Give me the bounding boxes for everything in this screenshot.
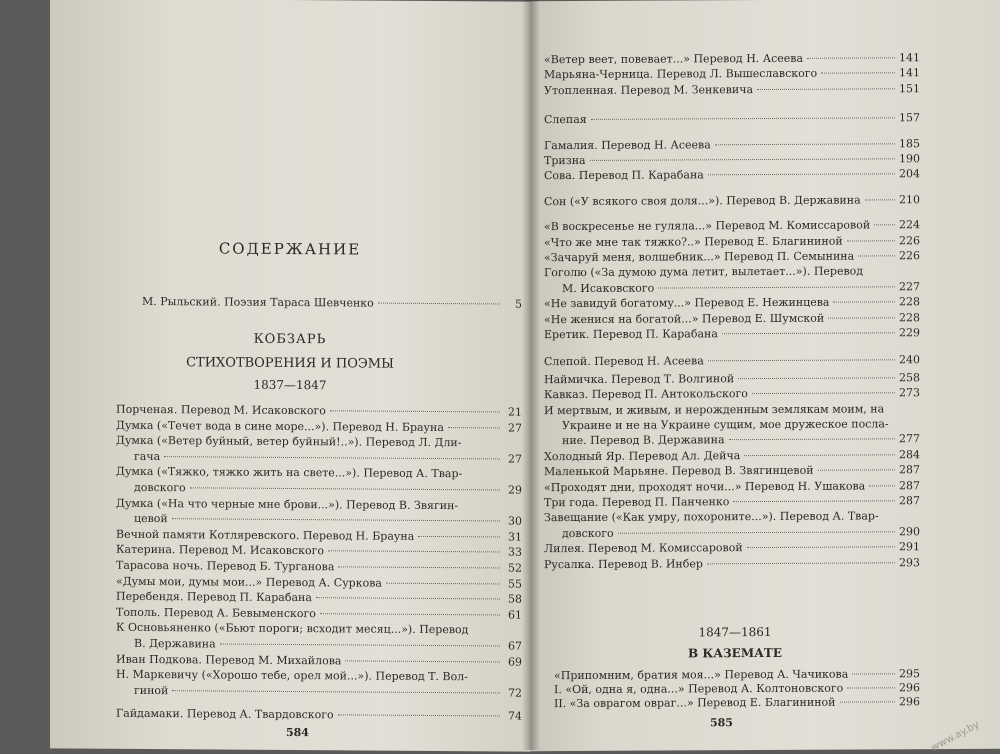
toc-entry: довского 290 xyxy=(562,524,920,540)
section-title: СТИХОТВОРЕНИЯ И ПОЭМЫ xyxy=(186,355,394,372)
book-title: КОБЗАРЬ xyxy=(253,331,327,348)
toc-entry: «Припомним, братия моя...» Перевод А. Чачикова 295 xyxy=(554,667,920,683)
section-years: 1837—1847 xyxy=(253,377,327,393)
toc-intro: М. Рыльский. Поэзия Тараса Шевченко 5 xyxy=(142,294,522,311)
toc-entry: Сова. Перевод П. Карабана 204 xyxy=(544,167,920,183)
toc-entry: довского 29 xyxy=(134,480,522,497)
page-number: 584 xyxy=(286,725,309,740)
toc-entry: И мертвым, и живым, и нерожденным землякам моим, на xyxy=(544,401,885,417)
watermark: www.ay.by xyxy=(929,719,982,754)
toc-entry: Гоголю («За думою дума летит, вылетает...»). Перевод xyxy=(544,264,864,280)
toc-entry: В. Державина 67 xyxy=(134,636,522,653)
toc-entry: «Не завидуй богатому...» Перевод Е. Нежинцева 228 xyxy=(544,295,920,311)
toc-entry: Тризна 190 xyxy=(544,152,920,168)
toc-entry: Украине и не на Украине сущим, мое дружеское посла- xyxy=(562,417,889,433)
right-page xyxy=(530,0,1000,751)
toc-entry: Порченая. Перевод М. Исаковского 21 xyxy=(116,402,522,419)
toc-entry: Лилея. Перевод М. Комиссаровой 291 xyxy=(544,540,920,556)
toc-entry: «Проходят дни, проходят ночи...» Перевод Н. Ушакова 287 xyxy=(544,478,920,494)
book-gutter xyxy=(522,0,540,750)
contents-title: СОДЕРЖАНИЕ xyxy=(218,239,362,259)
toc-entry: Думка («Тяжко, тяжко жить на свете...»). Перевод А. Твар- xyxy=(116,465,463,481)
toc-entry: Марьяна-Черница. Перевод Л. Вышеславского 141 xyxy=(544,66,920,82)
toc-entry: цевой 30 xyxy=(134,512,522,528)
toc-entry: Думка («На что черные мне брови...»). Перевод В. Звягин- xyxy=(116,496,459,512)
page-number: 585 xyxy=(710,716,733,730)
right-toc-list xyxy=(530,0,1000,571)
toc-entry: Холодный Яр. Перевод Ал. Дейча 284 xyxy=(544,447,920,463)
toc-entry: Тополь. Перевод А. Бевыменского 61 xyxy=(116,605,522,622)
toc-entry: Завещание («Как умру, похороните...»). Перевод А. Твар- xyxy=(544,509,879,525)
toc-entry: «Что же мне так тяжко?..» Перевод Е. Благининой 226 xyxy=(544,233,920,249)
section-years: 1847—1861 xyxy=(698,624,772,640)
toc-entry: «Зачаруй меня, волшебник...» Перевод П. Семынина 226 xyxy=(544,249,920,265)
left-page xyxy=(50,0,530,752)
toc-entry: «Думы мои, думы мои...» Перевод А. Суркова 55 xyxy=(116,574,522,591)
toc-entry: Тарасова ночь. Перевод Б. Турганова 52 xyxy=(116,558,522,575)
toc-entry: II. «За оврагом овраг...» Перевод Е. Благининой 296 xyxy=(554,695,920,711)
toc-entry: гиной 72 xyxy=(134,683,522,700)
toc-entry: «Ветер веет, повевает...» Перевод Н. Асеева 141 xyxy=(544,51,920,67)
toc-entry: К Основьяненко («Бьют пороги; всходит месяц...»). Перевод xyxy=(116,621,469,637)
toc-entry: Думка («Течет вода в сине море...»). Перевод Н. Брауна 27 xyxy=(116,418,522,435)
toc-entry: Три года. Перевод П. Панченко 287 xyxy=(544,494,920,510)
toc-entry: Перебендя. Перевод П. Карабана 58 xyxy=(116,589,522,606)
toc-entry: Маленькой Марьяне. Перевод В. Звягинцевой 287 xyxy=(544,463,920,479)
toc-entry: Сон («У всякого своя доля...»). Перевод В. Державина 210 xyxy=(544,192,920,208)
toc-entry: Катерина. Перевод М. Исаковского 33 xyxy=(116,543,522,560)
toc-entry: Гамалия. Перевод Н. Асеева 185 xyxy=(544,136,920,152)
toc-entry: Утопленная. Перевод М. Зенкевича 151 xyxy=(544,81,920,97)
toc-entry: «Не женися на богатой...» Перевод Е. Шумской 228 xyxy=(544,310,920,326)
section-title: В КАЗЕМАТЕ xyxy=(688,645,782,661)
toc-entry: ние. Перевод В. Державина 277 xyxy=(562,432,920,448)
toc-entry: Вечной памяти Котляревского. Перевод Н. Брауна 31 xyxy=(116,527,522,544)
toc-entry: Наймичка. Перевод Т. Волгиной 258 xyxy=(544,370,920,386)
toc-entry: Н. Маркевичу («Хорошо тебе, орел мой...»). Перевод Т. Вол- xyxy=(116,667,468,684)
toc-entry: Думка («Ветер буйный, ветер буйный!..»). Перевод Л. Дли- xyxy=(116,433,462,450)
toc-entry: Кавказ. Перевод П. Антокольского 273 xyxy=(544,386,920,402)
toc-entry: гача 27 xyxy=(134,449,522,466)
toc-entry: Русалка. Перевод В. Инбер 293 xyxy=(544,555,920,571)
toc-entry: Слепой. Перевод Н. Асеева 240 xyxy=(544,353,920,369)
toc-entry: Гайдамаки. Перевод А. Твардовского 74 xyxy=(116,707,522,724)
toc-entry: «В воскресенье не гуляла...» Перевод М. Комиссаровой 224 xyxy=(544,218,920,234)
toc-entry: I. «Ой, одна я, одна...» Перевод А. Колтоновского 296 xyxy=(554,681,920,697)
toc-entry: Еретик. Перевод П. Карабана 229 xyxy=(544,326,920,342)
toc-entry: М. Исаковского 227 xyxy=(562,279,920,295)
toc-entry: Иван Подкова. Перевод М. Михайлова 69 xyxy=(116,652,522,669)
toc-entry: Слепая 157 xyxy=(544,111,920,127)
